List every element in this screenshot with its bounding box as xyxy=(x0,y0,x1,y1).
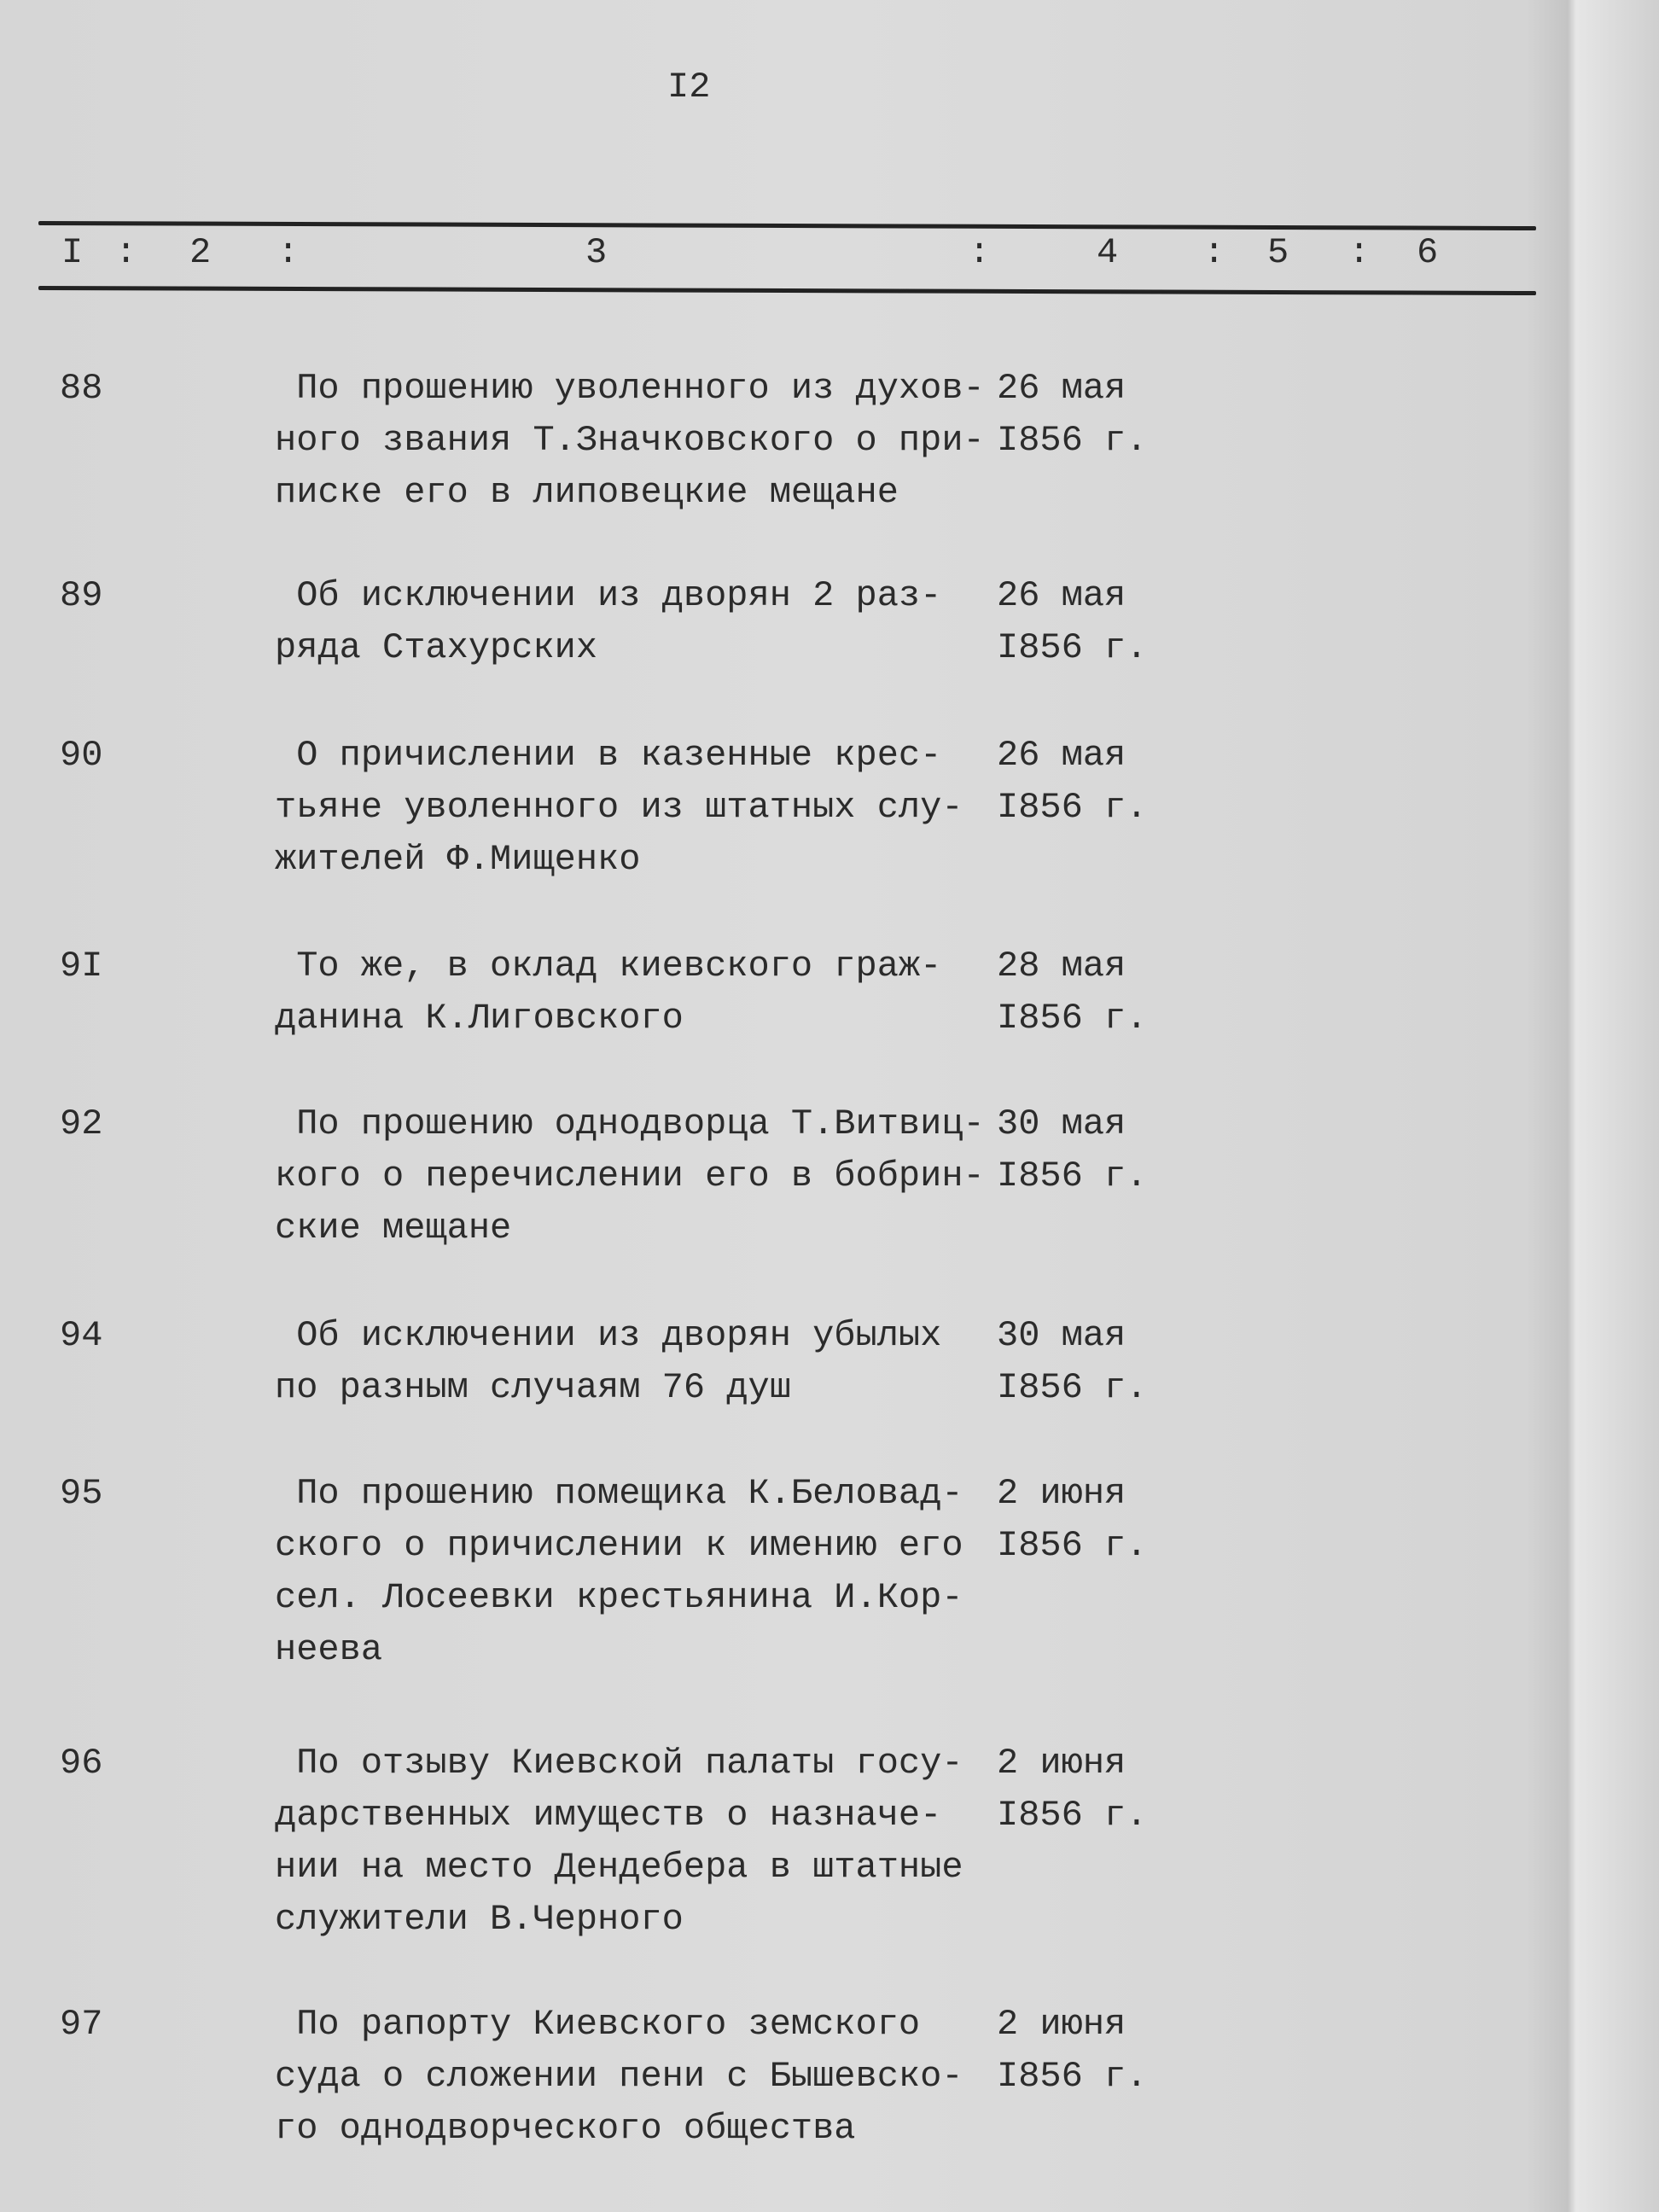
column-header-6: 6 xyxy=(1417,232,1439,273)
entry-description xyxy=(275,363,985,519)
description-line: Об исключении из дворян 2 раз- xyxy=(275,575,942,616)
description-line: По рапорту Киевского земского xyxy=(275,2004,921,2045)
description-line: По прошению уволенного из духов- xyxy=(275,368,985,409)
date-line: I856 г. xyxy=(997,1367,1148,1408)
description-line: О причислении в казенные крес- xyxy=(275,735,942,776)
entry-number: 95 xyxy=(60,1473,103,1514)
description-line: Об исключении из дворян убылых xyxy=(275,1315,942,1356)
date-line: I856 г. xyxy=(997,998,1148,1039)
entry-number: 89 xyxy=(60,575,103,616)
description-line: По прошению помещика К.Беловад- xyxy=(275,1473,963,1514)
entry-date xyxy=(997,363,1147,467)
description-line: ского о причислении к имению его xyxy=(275,1525,963,1566)
column-separator: : xyxy=(1348,232,1371,273)
column-header-3: 3 xyxy=(585,232,608,273)
date-line: 30 мая xyxy=(997,1315,1126,1356)
description-line: ного звания Т.Значковского о при- xyxy=(275,420,985,461)
date-line: 26 мая xyxy=(997,368,1126,409)
entry-number: 92 xyxy=(60,1103,103,1144)
entry-description xyxy=(275,1738,963,1946)
description-line: служители В.Черного xyxy=(275,1899,684,1940)
date-line: I856 г. xyxy=(997,1155,1148,1196)
column-header-4: 4 xyxy=(1097,232,1119,273)
description-line: По прошению однодворца Т.Витвиц- xyxy=(275,1103,985,1144)
date-line: 28 мая xyxy=(997,946,1126,987)
entry-description xyxy=(275,1468,963,1676)
date-line: I856 г. xyxy=(997,787,1148,828)
entry-description xyxy=(275,570,941,674)
column-header-1: I xyxy=(61,232,84,273)
description-line: нии на место Дендебера в штатные xyxy=(275,1847,963,1888)
entry-description xyxy=(275,1999,963,2155)
entry-date xyxy=(997,940,1147,1045)
entry-number: 97 xyxy=(60,2004,103,2045)
description-line: по разным случаям 76 душ xyxy=(275,1367,791,1408)
date-line: 26 мая xyxy=(997,575,1126,616)
description-line: кого о перечислении его в бобрин- xyxy=(275,1155,985,1196)
header-rule-top xyxy=(38,221,1536,230)
entry-number: 88 xyxy=(60,368,103,409)
entry-date xyxy=(997,730,1147,834)
entry-number: 94 xyxy=(60,1315,103,1356)
entry-date xyxy=(997,1468,1147,1572)
entry-description xyxy=(275,730,963,886)
description-line: ряда Стахурских xyxy=(275,627,598,668)
description-line: го однодворческого общества xyxy=(275,2108,856,2149)
entry-date xyxy=(997,570,1147,674)
date-line: I856 г. xyxy=(997,1525,1148,1566)
entry-description xyxy=(275,940,941,1045)
description-line: По отзыву Киевской палаты госу- xyxy=(275,1743,963,1784)
entry-description xyxy=(275,1310,941,1414)
entry-number: 96 xyxy=(60,1743,103,1784)
description-line: писке его в липовецкие мещане xyxy=(275,472,899,513)
column-header-5: 5 xyxy=(1267,232,1289,273)
entry-number: 9I xyxy=(60,946,103,987)
date-line: I856 г. xyxy=(997,2056,1148,2097)
date-line: 26 мая xyxy=(997,735,1126,776)
column-separator: : xyxy=(969,232,991,273)
date-line: 30 мая xyxy=(997,1103,1126,1144)
entry-date xyxy=(997,1310,1147,1414)
page-number: I2 xyxy=(667,67,711,108)
entry-date xyxy=(997,1098,1147,1202)
date-line: 2 июня xyxy=(997,1743,1126,1784)
column-separator: : xyxy=(277,232,300,273)
entry-number: 90 xyxy=(60,735,103,776)
description-line: жителей Ф.Мищенко xyxy=(275,839,641,880)
description-line: сел. Лосеевки крестьянина И.Кор- xyxy=(275,1577,963,1618)
date-line: 2 июня xyxy=(997,2004,1126,2045)
date-line: I856 г. xyxy=(997,1795,1148,1836)
date-line: I856 г. xyxy=(997,627,1148,668)
date-line: I856 г. xyxy=(997,420,1148,461)
entry-date xyxy=(997,1999,1147,2103)
description-line: тьяне уволенного из штатных слу- xyxy=(275,787,963,828)
description-line: ские мещане xyxy=(275,1208,512,1249)
column-separator: : xyxy=(115,232,137,273)
description-line: неева xyxy=(275,1629,383,1670)
description-line: данина К.Лиговского xyxy=(275,998,684,1039)
description-line: суда о сложении пени с Бышевско- xyxy=(275,2056,963,2097)
description-line: То же, в оклад киевского граж- xyxy=(275,946,942,987)
date-line: 2 июня xyxy=(997,1473,1126,1514)
entry-date xyxy=(997,1738,1147,1842)
column-separator: : xyxy=(1203,232,1225,273)
header-rule-bottom xyxy=(38,286,1536,295)
entry-description xyxy=(275,1098,985,1254)
column-header-2: 2 xyxy=(189,232,212,273)
description-line: дарственных имуществ о назначе- xyxy=(275,1795,942,1836)
